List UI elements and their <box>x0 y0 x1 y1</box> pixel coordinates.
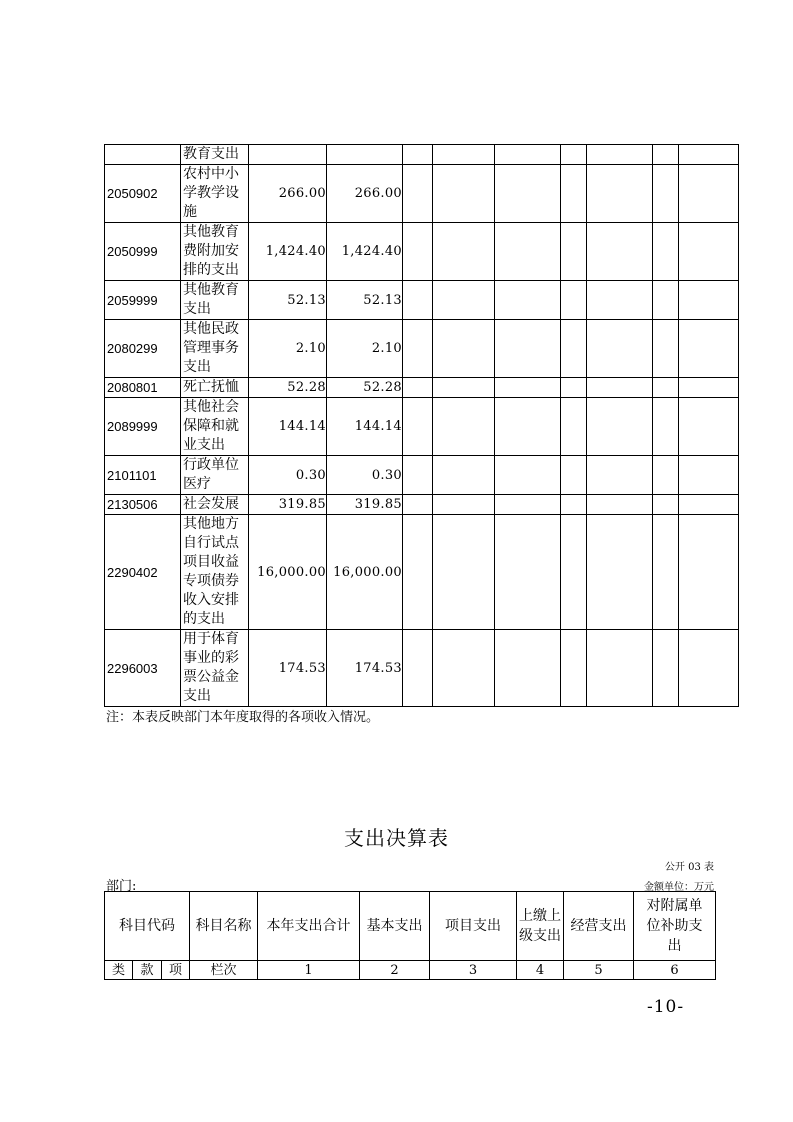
row-code: 2080299 <box>105 320 181 378</box>
header-business: 经营支出 <box>564 892 634 961</box>
row-basic: 52.28 <box>327 378 403 398</box>
empty-cell <box>561 223 587 281</box>
empty-cell <box>495 515 561 630</box>
row-name <box>181 223 249 281</box>
empty-cell <box>561 630 587 707</box>
empty-cell <box>403 495 433 515</box>
empty-cell <box>587 145 653 165</box>
empty-cell <box>433 515 495 630</box>
row-name <box>181 515 249 630</box>
empty-cell <box>679 515 739 630</box>
empty-cell <box>679 320 739 378</box>
empty-cell <box>433 495 495 515</box>
empty-cell <box>403 145 433 165</box>
empty-cell <box>495 378 561 398</box>
index-c5: 5 <box>564 961 634 980</box>
empty-cell <box>587 515 653 630</box>
row-total: 52.28 <box>249 378 327 398</box>
empty-cell <box>653 223 679 281</box>
row-total: 144.14 <box>249 398 327 456</box>
header-subject-code: 科目代码 <box>105 892 190 961</box>
expenditure-header-row <box>105 892 716 961</box>
row-code: 2296003 <box>105 630 181 707</box>
row-code: 2050902 <box>105 165 181 223</box>
row-name-text: 其他民政管理事务支出 <box>183 321 239 375</box>
row-basic: 52.13 <box>327 281 403 320</box>
income-table <box>104 144 739 707</box>
row-name <box>181 320 249 378</box>
empty-cell <box>679 378 739 398</box>
row-basic: 2.10 <box>327 320 403 378</box>
row-basic: 319.85 <box>327 495 403 515</box>
empty-cell <box>561 398 587 456</box>
row-code: 2080801 <box>105 378 181 398</box>
empty-cell <box>495 281 561 320</box>
empty-cell <box>433 630 495 707</box>
empty-cell <box>433 456 495 495</box>
table-row <box>105 630 739 707</box>
table-row <box>105 281 739 320</box>
header-project: 项目支出 <box>430 892 517 961</box>
row-basic <box>327 145 403 165</box>
header-total: 本年支出合计 <box>258 892 360 961</box>
empty-cell <box>587 456 653 495</box>
row-name-text: 社会发展 <box>183 496 239 512</box>
empty-cell <box>587 630 653 707</box>
row-basic: 144.14 <box>327 398 403 456</box>
header-subsidiary-text: 对附属单位补助支出 <box>646 898 703 954</box>
index-c6: 6 <box>634 961 716 980</box>
empty-cell <box>433 165 495 223</box>
index-column: 栏次 <box>190 961 258 980</box>
header-subsidiary <box>634 892 716 961</box>
empty-cell <box>433 398 495 456</box>
expenditure-index-row <box>105 961 716 980</box>
row-name-text: 其他教育费附加安排的支出 <box>183 224 239 278</box>
row-total: 266.00 <box>249 165 327 223</box>
table-row <box>105 145 739 165</box>
empty-cell <box>561 495 587 515</box>
empty-cell <box>495 630 561 707</box>
row-total: 319.85 <box>249 495 327 515</box>
empty-cell <box>679 223 739 281</box>
empty-cell <box>495 398 561 456</box>
page-number: -10- <box>647 997 685 1017</box>
row-name <box>181 145 249 165</box>
empty-cell <box>495 223 561 281</box>
empty-cell <box>561 281 587 320</box>
empty-cell <box>433 223 495 281</box>
row-name-text: 其他教育支出 <box>183 282 239 317</box>
empty-cell <box>587 378 653 398</box>
empty-cell <box>403 398 433 456</box>
row-name-text: 教育支出 <box>183 146 239 162</box>
empty-cell <box>403 281 433 320</box>
table-row <box>105 165 739 223</box>
empty-cell <box>587 165 653 223</box>
empty-cell <box>679 281 739 320</box>
row-name <box>181 630 249 707</box>
row-total: 2.10 <box>249 320 327 378</box>
row-code: 2050999 <box>105 223 181 281</box>
index-c1: 1 <box>258 961 360 980</box>
empty-cell <box>403 378 433 398</box>
empty-cell <box>403 223 433 281</box>
row-name <box>181 281 249 320</box>
empty-cell <box>561 456 587 495</box>
row-name-text: 用于体育事业的彩票公益金支出 <box>183 631 239 704</box>
row-total: 52.13 <box>249 281 327 320</box>
empty-cell <box>679 165 739 223</box>
row-code <box>105 145 181 165</box>
table-row <box>105 456 739 495</box>
row-name <box>181 165 249 223</box>
row-name-text: 死亡抚恤 <box>183 379 239 395</box>
row-total: 1,424.40 <box>249 223 327 281</box>
index-lei: 类 <box>105 961 133 980</box>
row-code: 2059999 <box>105 281 181 320</box>
row-code: 2101101 <box>105 456 181 495</box>
empty-cell <box>653 398 679 456</box>
unit-label: 金额单位：万元 <box>644 882 714 893</box>
table-row <box>105 378 739 398</box>
row-name-text: 行政单位医疗 <box>183 457 239 492</box>
empty-cell <box>653 165 679 223</box>
income-table-body <box>105 145 739 707</box>
empty-cell <box>561 320 587 378</box>
empty-cell <box>403 630 433 707</box>
row-name-text: 农村中小学教学设施 <box>183 166 239 220</box>
empty-cell <box>561 145 587 165</box>
row-name <box>181 378 249 398</box>
page-title: 支出决算表 <box>344 826 449 850</box>
table-row <box>105 223 739 281</box>
index-c3: 3 <box>430 961 517 980</box>
table-row <box>105 398 739 456</box>
row-total: 0.30 <box>249 456 327 495</box>
empty-cell <box>433 378 495 398</box>
row-basic: 266.00 <box>327 165 403 223</box>
empty-cell <box>433 320 495 378</box>
empty-cell <box>403 320 433 378</box>
empty-cell <box>679 630 739 707</box>
row-total: 174.53 <box>249 630 327 707</box>
empty-cell <box>679 495 739 515</box>
expenditure-table <box>104 891 716 980</box>
empty-cell <box>653 145 679 165</box>
table-row <box>105 515 739 630</box>
row-total: 16,000.00 <box>249 515 327 630</box>
empty-cell <box>403 515 433 630</box>
empty-cell <box>653 456 679 495</box>
empty-cell <box>403 165 433 223</box>
index-c4: 4 <box>517 961 564 980</box>
empty-cell <box>679 398 739 456</box>
empty-cell <box>587 398 653 456</box>
row-name <box>181 456 249 495</box>
empty-cell <box>653 378 679 398</box>
empty-cell <box>587 223 653 281</box>
index-c2: 2 <box>360 961 430 980</box>
row-name-text: 其他社会保障和就业支出 <box>183 399 239 453</box>
table-row <box>105 495 739 515</box>
row-basic: 0.30 <box>327 456 403 495</box>
row-name <box>181 495 249 515</box>
row-code: 2089999 <box>105 398 181 456</box>
row-basic: 1,424.40 <box>327 223 403 281</box>
empty-cell <box>679 456 739 495</box>
empty-cell <box>653 320 679 378</box>
empty-cell <box>587 320 653 378</box>
empty-cell <box>433 145 495 165</box>
index-xiang: 项 <box>162 961 190 980</box>
header-upper-text: 上缴上级支出 <box>519 908 561 944</box>
header-basic: 基本支出 <box>360 892 430 961</box>
department-label: 部门: <box>106 879 137 894</box>
empty-cell <box>433 281 495 320</box>
empty-cell <box>587 281 653 320</box>
row-total <box>249 145 327 165</box>
empty-cell <box>495 145 561 165</box>
empty-cell <box>653 281 679 320</box>
empty-cell <box>587 495 653 515</box>
empty-cell <box>495 495 561 515</box>
empty-cell <box>653 630 679 707</box>
empty-cell <box>679 145 739 165</box>
empty-cell <box>495 165 561 223</box>
header-subject-name: 科目名称 <box>190 892 258 961</box>
row-basic: 16,000.00 <box>327 515 403 630</box>
table-row <box>105 320 739 378</box>
empty-cell <box>561 378 587 398</box>
empty-cell <box>403 456 433 495</box>
row-name-text: 其他地方自行试点项目收益专项债券收入安排的支出 <box>183 516 239 627</box>
income-note: 注：本表反映部门本年度取得的各项收入情况。 <box>106 710 380 725</box>
form-id: 公开 03 表 <box>664 862 714 873</box>
empty-cell <box>561 515 587 630</box>
row-code: 2130506 <box>105 495 181 515</box>
empty-cell <box>495 320 561 378</box>
empty-cell <box>653 495 679 515</box>
row-name <box>181 398 249 456</box>
empty-cell <box>561 165 587 223</box>
empty-cell <box>495 456 561 495</box>
index-kuan: 款 <box>133 961 162 980</box>
row-code: 2290402 <box>105 515 181 630</box>
row-basic: 174.53 <box>327 630 403 707</box>
header-upper <box>517 892 564 961</box>
empty-cell <box>653 515 679 630</box>
